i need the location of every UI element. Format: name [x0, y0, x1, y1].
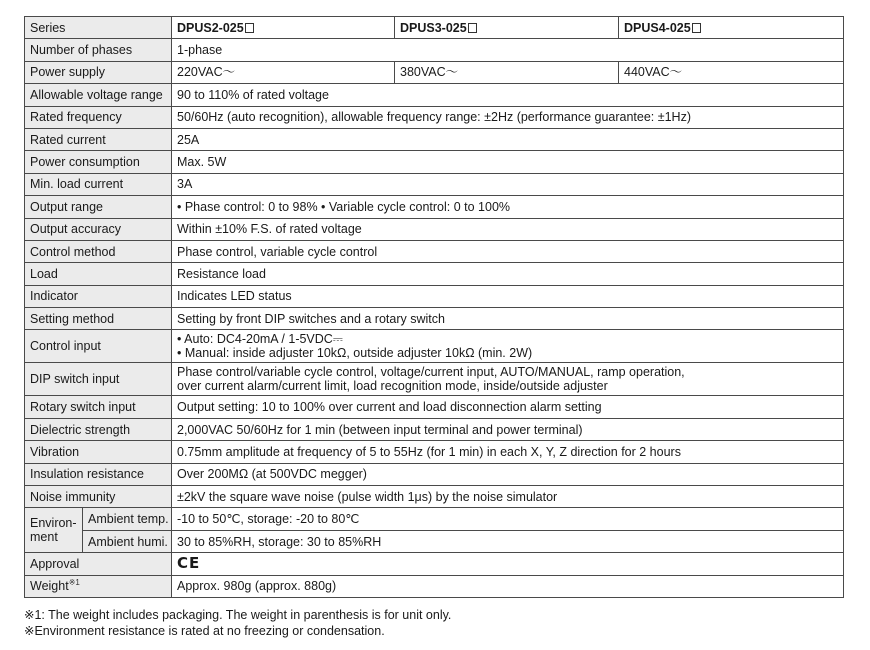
- row-label: Control method: [25, 240, 172, 262]
- table-row: [25, 330, 844, 363]
- row-label: Rated current: [25, 128, 172, 150]
- row-value: 440VAC～: [619, 61, 844, 83]
- table-row: [25, 530, 844, 552]
- row-label: Dielectric strength: [25, 418, 172, 440]
- table-row: [25, 285, 844, 307]
- row-value: • Phase control: 0 to 98% • Variable cycle control: 0 to 100%: [172, 196, 844, 218]
- table-row: [25, 575, 844, 597]
- table-row: [25, 418, 844, 440]
- row-value: Indicates LED status: [172, 285, 844, 307]
- row-value: Max. 5W: [172, 151, 844, 173]
- table-row: [25, 441, 844, 463]
- row-value: Setting by front DIP switches and a rotary switch: [172, 308, 844, 330]
- table-row: [25, 553, 844, 575]
- suffix-box-icon: [468, 23, 477, 33]
- table-row: [25, 218, 844, 240]
- series-header: DPUS3-025: [395, 17, 619, 39]
- row-value: 25A: [172, 128, 844, 150]
- table-row: [25, 173, 844, 195]
- row-label: Output accuracy: [25, 218, 172, 240]
- row-label: Load: [25, 263, 172, 285]
- suffix-box-icon: [245, 23, 254, 33]
- series-header: DPUS2-025: [172, 17, 395, 39]
- row-value: 2,000VAC 50/60Hz for 1 min (between input terminal and power terminal): [172, 418, 844, 440]
- footnotes: [24, 608, 451, 639]
- footnote: ※1: The weight includes packaging. The weight in parenthesis is for unit only.: [24, 608, 452, 622]
- table-row: [25, 463, 844, 485]
- environment-label: Environ- ment: [25, 508, 83, 553]
- row-value: Within ±10% F.S. of rated voltage: [172, 218, 844, 240]
- row-value: • Auto: DC4-20mA / 1-5VDC⎓ • Manual: inside adjuster 10kΩ, outside adjuster 10kΩ (min. 2W): [172, 330, 844, 363]
- row-value: Resistance load: [172, 263, 844, 285]
- table-row: [25, 128, 844, 150]
- table-row: [25, 486, 844, 508]
- suffix-box-icon: [692, 23, 701, 33]
- row-value: 380VAC～: [395, 61, 619, 83]
- row-value: 90 to 110% of rated voltage: [172, 84, 844, 106]
- table-row: [25, 17, 844, 39]
- table-row: [25, 106, 844, 128]
- table-row: [25, 363, 844, 396]
- footnote-marker: ※1: [68, 578, 80, 588]
- row-label: Ambient humi.: [83, 530, 172, 552]
- row-label: Noise immunity: [25, 486, 172, 508]
- row-label: Allowable voltage range: [25, 84, 172, 106]
- series-label: Series: [25, 17, 172, 39]
- table-row: [25, 263, 844, 285]
- row-label: Ambient temp.: [83, 508, 172, 530]
- row-value: -10 to 50℃, storage: -20 to 80℃: [172, 508, 844, 530]
- table-row: [25, 61, 844, 83]
- row-label: Output range: [25, 196, 172, 218]
- row-label: Min. load current: [25, 173, 172, 195]
- row-label: Power consumption: [25, 151, 172, 173]
- row-label: Setting method: [25, 308, 172, 330]
- row-value: Phase control, variable cycle control: [172, 240, 844, 262]
- table-row: [25, 308, 844, 330]
- row-value: Over 200MΩ (at 500VDC megger): [172, 463, 844, 485]
- table-row: [25, 151, 844, 173]
- row-value: 220VAC～: [172, 61, 395, 83]
- row-value: 30 to 85%RH, storage: 30 to 85%RH: [172, 530, 844, 552]
- row-label: Weight$^{※1}$: [25, 575, 172, 597]
- row-value: Approx. 980g (approx. 880g): [172, 575, 844, 597]
- table-row: [25, 508, 844, 530]
- row-label: Rotary switch input: [25, 396, 172, 418]
- footnote: ※Environment resistance is rated at no freezing or condensation.: [24, 623, 385, 638]
- specification-table: [24, 16, 844, 598]
- row-value: [172, 553, 844, 575]
- series-header: DPUS4-025: [619, 17, 844, 39]
- row-label: Approval: [25, 553, 172, 575]
- table-row: [25, 84, 844, 106]
- row-label: Indicator: [25, 285, 172, 307]
- row-label: Vibration: [25, 441, 172, 463]
- row-label: Insulation resistance: [25, 463, 172, 485]
- table-row: [25, 196, 844, 218]
- row-value: 0.75mm amplitude at frequency of 5 to 55Hz (for 1 min) in each X, Y, Z direction for 2 hours: [172, 441, 844, 463]
- table-row: [25, 240, 844, 262]
- ce-mark-icon: CE: [177, 554, 201, 573]
- row-value: 3A: [172, 173, 844, 195]
- row-label: Rated frequency: [25, 106, 172, 128]
- row-label: Control input: [25, 330, 172, 363]
- table-row: [25, 39, 844, 61]
- row-value: Output setting: 10 to 100% over current and load disconnection alarm setting: [172, 396, 844, 418]
- table-row: [25, 396, 844, 418]
- row-value: ±2kV the square wave noise (pulse width 1μs) by the noise simulator: [172, 486, 844, 508]
- row-value: 50/60Hz (auto recognition), allowable frequency range: ±2Hz (performance guarantee: ±1Hz): [172, 106, 844, 128]
- row-value: Phase control/variable cycle control, voltage/current input, AUTO/MANUAL, ramp operation, over current alarm/current limit, load recognition mode, inside/outside adjuster: [172, 363, 844, 396]
- row-label: Number of phases: [25, 39, 172, 61]
- row-label: Power supply: [25, 61, 172, 83]
- row-value: 1-phase: [172, 39, 844, 61]
- row-label: DIP switch input: [25, 363, 172, 396]
